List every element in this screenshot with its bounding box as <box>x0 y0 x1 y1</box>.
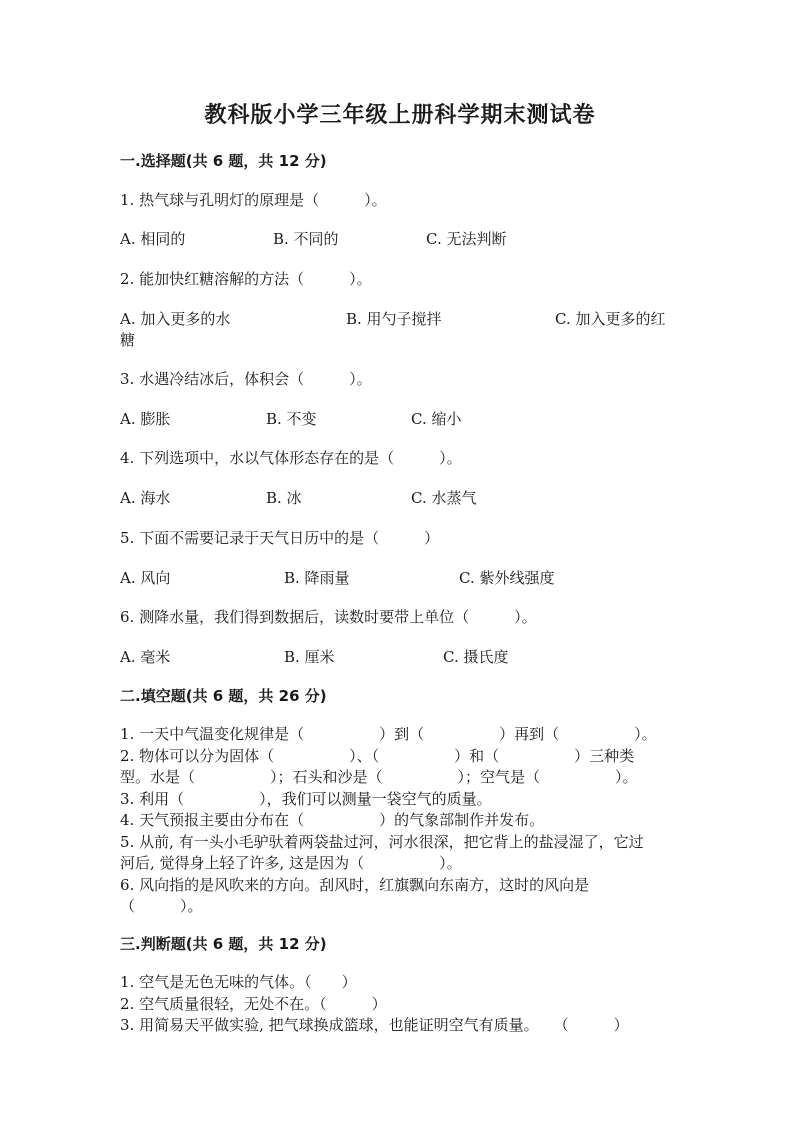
option-a: A. 加入更多的水 <box>120 310 231 328</box>
fill-questions <box>120 724 680 918</box>
fill-line: 5. 从前, 有一头小毛驴驮着两袋盐过河，河水很深，把它背上的盐浸湿了，它过 <box>120 832 644 851</box>
question-stem: 6. 测降水量，我们得到数据后，读数时要带上单位（ ）。 <box>120 608 537 626</box>
judge-line: 2. 空气质量很轻，无处不在。（ ） <box>120 994 387 1013</box>
section-heading-fill: 二.填空题(共 6 题，共 26 分) <box>120 687 327 705</box>
option-b: B. 降雨量 <box>284 569 350 587</box>
option-a: A. 相同的 <box>120 230 186 248</box>
fill-line: 型。水是（ ）；石头和沙是（ ）；空气是（ ）。 <box>120 768 638 786</box>
section-heading-choice: 一.选择题(共 6 题，共 12 分) <box>120 152 327 170</box>
option-b: B. 冰 <box>266 489 302 507</box>
option-b: B. 不变 <box>266 410 317 428</box>
option-b: B. 厘米 <box>284 648 335 666</box>
option-c: C. 紫外线强度 <box>459 569 555 587</box>
exam-title: 教科版小学三年级上册科学期末测试卷 <box>204 102 596 128</box>
option-b: B. 不同的 <box>273 230 339 248</box>
option-c: C. 水蒸气 <box>411 489 477 507</box>
option-a: A. 毫米 <box>120 648 171 666</box>
fill-line: 3. 利用（ ），我们可以测量一袋空气的质量。 <box>120 789 492 808</box>
question-stem: 2. 能加快红糖溶解的方法（ ）。 <box>120 270 372 288</box>
question-stem: 5. 下面不需要记录于天气日历中的是（ ） <box>120 529 440 547</box>
question-stem: 3. 水遇冷结冰后，体积会（ ）。 <box>120 370 372 388</box>
judge-line: 3. 用简易天平做实验, 把气球换成篮球，也能证明空气有质量。 （ ） <box>120 1016 629 1034</box>
option-a: A. 海水 <box>120 489 171 507</box>
judge-questions <box>120 972 680 1037</box>
question-stem: 1. 热气球与孔明灯的原理是（ ）。 <box>120 191 387 209</box>
option-c: C. 缩小 <box>411 410 462 428</box>
option-c: C. 无法判断 <box>426 230 507 248</box>
fill-line: 2. 物体可以分为固体（ ）、（ ）和（ ）三种类 <box>120 746 635 765</box>
option-a: A. 风向 <box>120 569 171 587</box>
option-c-continued: 糖 <box>120 331 136 349</box>
option-c: C. 摄氏度 <box>443 648 509 666</box>
fill-line: 1. 一天中气温变化规律是（ ）到（ ）再到（ ）。 <box>120 725 657 743</box>
option-b: B. 用勺子搅拌 <box>346 310 442 328</box>
fill-line: 河后, 觉得身上轻了许多, 这是因为（ ）。 <box>120 854 462 872</box>
fill-line: 6. 风向指的是风吹来的方向。刮风时，红旗飘向东南方，这时的风向是 <box>120 875 590 894</box>
judge-line: 1. 空气是无色无味的气体。（ ） <box>120 973 357 991</box>
fill-line: 4. 天气预报主要由分布在（ ）的气象部制作并发布。 <box>120 811 545 829</box>
question-stem: 4. 下列选项中，水以气体形态存在的是（ ）。 <box>120 449 462 467</box>
option-c: C. 加入更多的红 <box>555 310 666 328</box>
section-heading-judge: 三.判断题(共 6 题，共 12 分) <box>120 935 327 953</box>
fill-line: （ ）。 <box>120 897 203 915</box>
option-a: A. 膨胀 <box>120 410 171 428</box>
